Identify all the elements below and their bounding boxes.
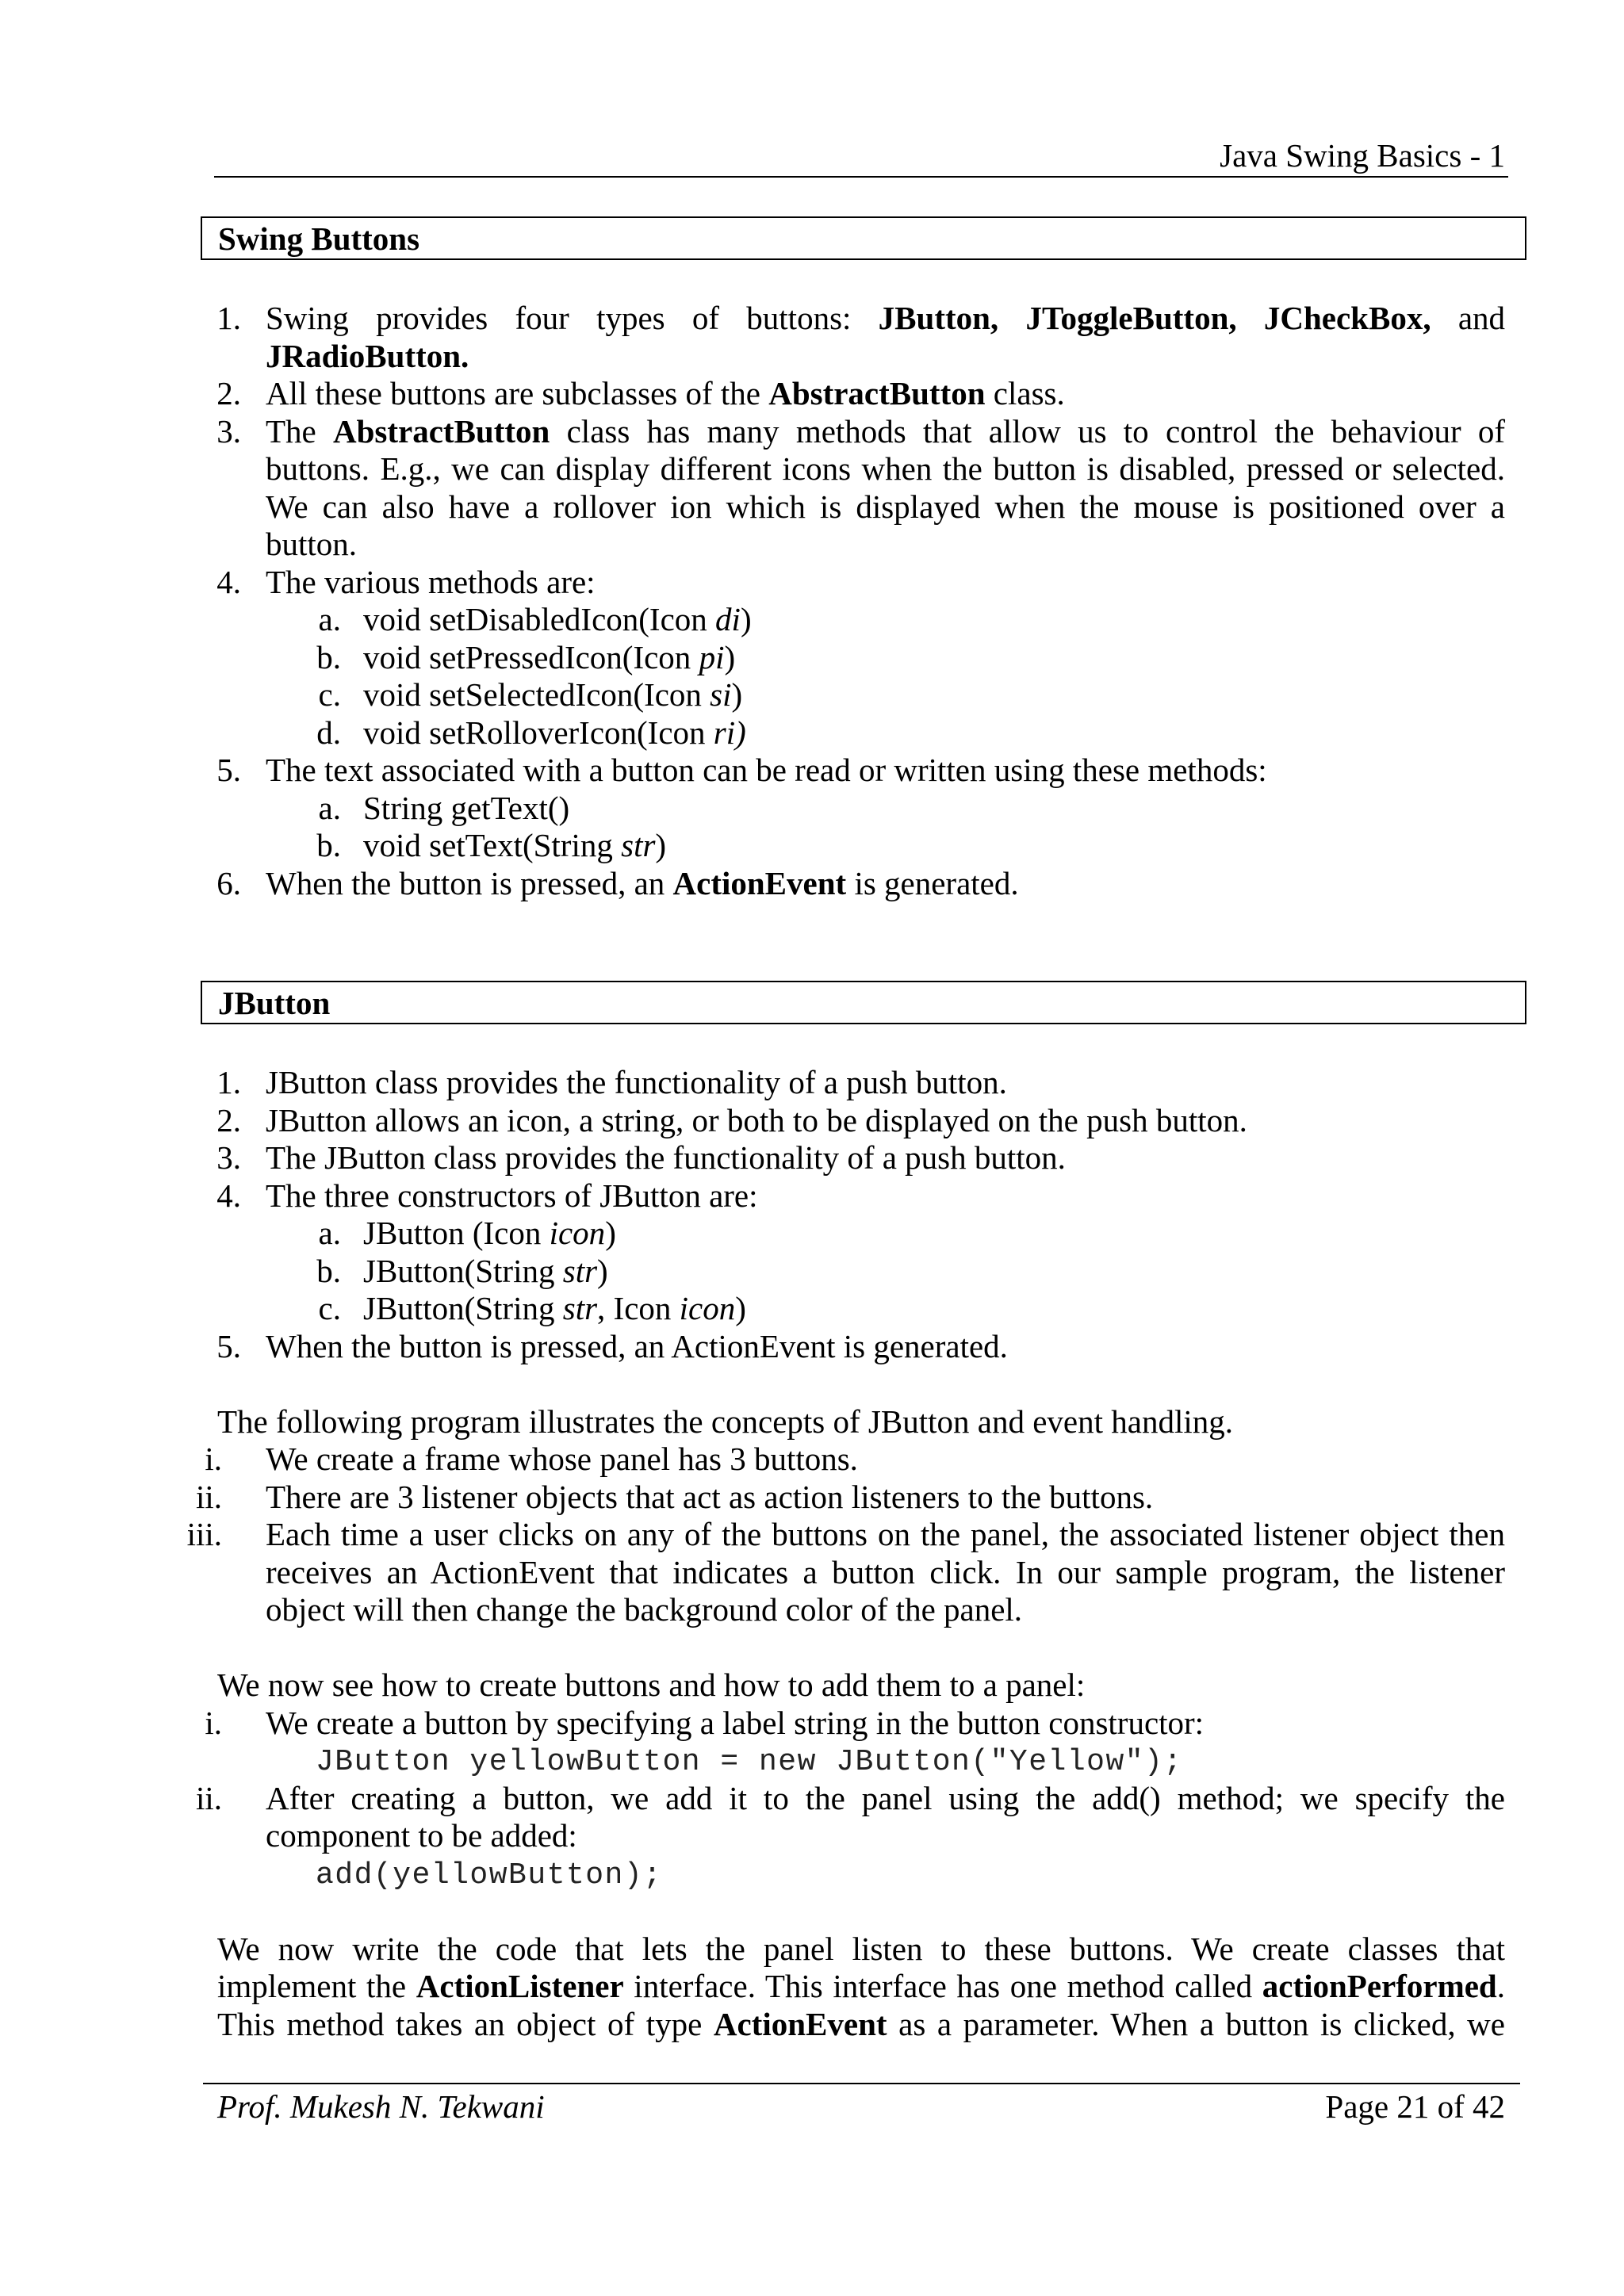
- list-item: [0, 300, 1624, 338]
- item-text: All these buttons are subclasses of the AbstractButton class.: [266, 375, 1065, 411]
- sub-item: a. JButton (Icon icon): [318, 1215, 616, 1251]
- roman-item-continued: object will then change the background color of the panel.: [266, 1591, 1023, 1628]
- list-item: 1. JButton class provides the functionality of a push button.: [216, 1064, 1007, 1100]
- list-item: [0, 413, 1624, 451]
- roman-item: ii. After creating a button, we add it to the panel using the add() method; we specify the: [195, 1779, 1505, 1816]
- code-line: JButton yellowButton = new JButton("Yellow");: [316, 1745, 1183, 1779]
- item-text: buttons. E.g., we can display different icons when the button is disabled, pressed or selected.: [266, 450, 1505, 487]
- item-number: 1.: [216, 300, 241, 336]
- list-item: 3. The JButton class provides the functionality of a push button.: [216, 1139, 1066, 1176]
- roman-item: i. We create a frame whose panel has 3 buttons.: [205, 1441, 858, 1477]
- item-text: button.: [266, 526, 358, 562]
- sub-item: c. JButton(String str, Icon icon): [318, 1290, 746, 1326]
- roman-item: ii. There are 3 listener objects that act as action listeners to the buttons.: [195, 1478, 1154, 1515]
- item-text: JRadioButton.: [266, 337, 469, 374]
- sub-item: b. void setPressedIcon(Icon pi): [316, 638, 736, 675]
- list-item: [0, 865, 1624, 903]
- footer-rule: [203, 2083, 1520, 2084]
- list-item: [0, 564, 1624, 602]
- item-text: The various methods are:: [266, 563, 596, 600]
- item-number: 3.: [216, 412, 241, 450]
- sub-item: b. void setText(String str): [316, 827, 667, 863]
- list-item: [0, 752, 1624, 790]
- section-heading-text: JButton: [218, 985, 331, 1021]
- paragraph: We now write the code that lets the panel listen to these buttons. We create classes that: [217, 1930, 1505, 1967]
- roman-item: iii. Each time a user clicks on any of the buttons on the panel, the associated listener object then: [186, 1516, 1505, 1552]
- sub-item: c. void setSelectedIcon(Icon si): [318, 676, 743, 713]
- paragraph: The following program illustrates the concepts of JButton and event handling.: [217, 1402, 1233, 1440]
- footer-author: Prof. Mukesh N. Tekwani: [217, 2088, 545, 2125]
- roman-item-continued: receives an ActionEvent that indicates a button click. In our sample program, the listener: [266, 1553, 1505, 1590]
- item-text: Swing provides four types of buttons: JButton, JToggleButton, JCheckBox, and: [266, 300, 1506, 336]
- item-text: We can also have a rollover ion which is displayed when the mouse is positioned over a: [266, 488, 1505, 525]
- roman-item: i. We create a button by specifying a label string in the button constructor:: [205, 1704, 1205, 1741]
- footer-page-number: Page 21 of 42: [1325, 2088, 1505, 2125]
- section-heading-jbutton: [201, 981, 1526, 1024]
- list-item: [0, 375, 1624, 413]
- header-title: Java Swing Basics - 1: [1220, 137, 1505, 174]
- code-line: add(yellowButton);: [316, 1858, 663, 1892]
- sub-item: b. JButton(String str): [316, 1252, 608, 1289]
- section-heading-swing-buttons: [201, 216, 1526, 260]
- list-item-continued: [0, 338, 1624, 376]
- item-number: 2.: [216, 375, 241, 411]
- item-text: When the button is pressed, an ActionEvent is generated.: [266, 864, 1019, 901]
- swing-buttons-list: [0, 300, 1624, 902]
- list-item-continued: [0, 526, 1624, 564]
- paragraph: This method takes an object of type ActionEvent as a parameter. When a button is clicked, we: [217, 2005, 1505, 2042]
- list-item: 4. The three constructors of JButton are:: [216, 1177, 758, 1214]
- list-item: 5. When the button is pressed, an ActionEvent is generated.: [216, 1327, 1008, 1364]
- jbutton-list: [0, 1064, 1624, 2043]
- item-text: The text associated with a button can be read or written using these methods:: [266, 752, 1267, 788]
- sub-item: a. void setDisabledIcon(Icon di): [318, 601, 752, 637]
- roman-item-continued: component to be added:: [266, 1817, 577, 1854]
- list-item-continued: [0, 450, 1624, 488]
- section-heading-text: Swing Buttons: [218, 220, 420, 257]
- item-number: 4.: [216, 563, 241, 600]
- list-item: 2. JButton allows an icon, a string, or both to be displayed on the push button.: [216, 1101, 1247, 1138]
- sub-item: a. String getText(): [318, 789, 570, 826]
- item-number: 5.: [216, 752, 241, 788]
- paragraph: We now see how to create buttons and how to add them to a panel:: [217, 1667, 1086, 1703]
- paragraph: implement the ActionListener interface. This interface has one method called actionPerformed.: [217, 1968, 1505, 2004]
- item-number: 6.: [216, 864, 241, 901]
- header-rule: [214, 176, 1508, 178]
- item-text: The AbstractButton class has many methods that allow us to control the behaviour of: [266, 412, 1506, 450]
- sub-item: d. void setRolloverIcon(Icon ri): [316, 714, 746, 751]
- list-item-continued: [0, 488, 1624, 526]
